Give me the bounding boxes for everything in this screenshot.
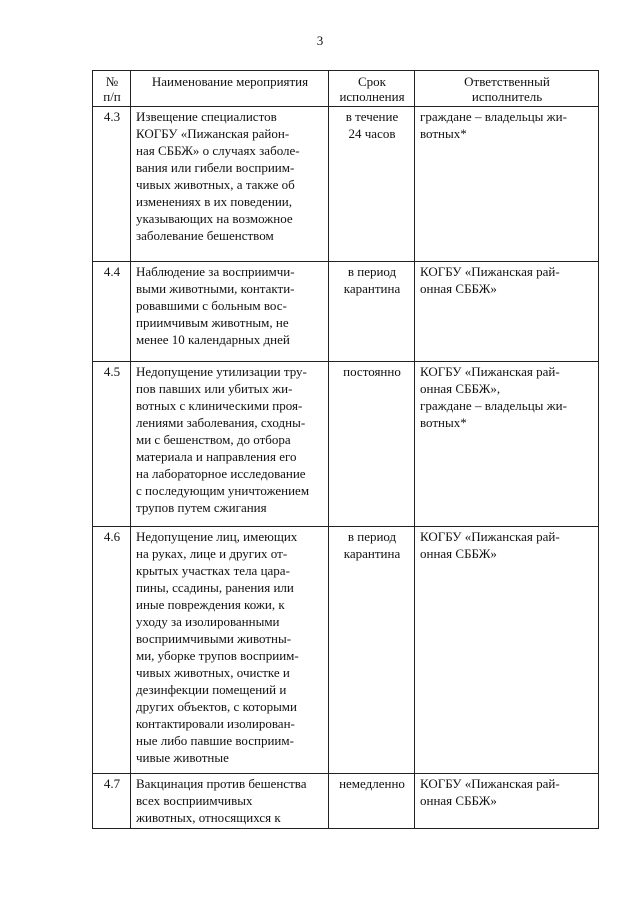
- measure-name-line: вания или гибели восприим-: [136, 160, 295, 175]
- header-measure-name: [131, 71, 329, 107]
- header-number-line: п/п: [103, 89, 121, 104]
- responsible-line: вотных*: [420, 415, 467, 430]
- measure-name-line: КОГБУ «Пижанская район-: [136, 126, 290, 141]
- term-cell: [329, 362, 415, 527]
- row-number: 4.3: [103, 109, 121, 124]
- header-term: [329, 71, 415, 107]
- term-line: немедленно: [339, 776, 405, 791]
- measure-name-line: приимчивым животным, не: [136, 315, 289, 330]
- measure-name-line: вотных с клиническими проя-: [136, 398, 303, 413]
- table-header-row: [93, 71, 599, 107]
- header-responsible-line: Ответственный: [464, 74, 550, 89]
- table-row: [93, 107, 599, 262]
- header-responsible: [415, 71, 599, 107]
- row-number-cell: [93, 774, 131, 829]
- term-line: в течение: [345, 109, 399, 124]
- term-cell: [329, 774, 415, 829]
- responsible-line: вотных*: [420, 126, 467, 141]
- measures-table: [92, 70, 599, 829]
- responsible-cell: [415, 774, 599, 829]
- responsible-line: граждане – владельцы жи-: [420, 398, 567, 413]
- measure-name-line: материала и направления его: [136, 449, 297, 464]
- row-number-cell: [93, 107, 131, 262]
- row-number: 4.4: [103, 264, 121, 279]
- term-cell: [329, 527, 415, 774]
- table-row: [93, 527, 599, 774]
- measure-name-line: Вакцинация против бешенства: [136, 776, 307, 791]
- responsible-line: КОГБУ «Пижанская рай-: [420, 364, 560, 379]
- measure-name-line: ровавшими с больным вос-: [136, 298, 287, 313]
- measure-name-line: с последующим уничтожением: [136, 483, 310, 498]
- measure-name-line: изменениях в их поведении,: [136, 194, 292, 209]
- header-term-line: Срок: [358, 74, 386, 89]
- term-line: в период: [347, 264, 397, 279]
- measure-name-line: ная СББЖ» о случаях заболе-: [136, 143, 300, 158]
- measure-name-line: трупов путем сжигания: [136, 500, 267, 515]
- measure-name-line: чивые животные: [136, 750, 229, 765]
- page-number: 3: [316, 33, 324, 48]
- measure-name-line: заболевание бешенством: [136, 228, 274, 243]
- responsible-cell: [415, 262, 599, 362]
- header-number-line: №: [105, 74, 119, 89]
- measure-name-line: контактировали изолирован-: [136, 716, 295, 731]
- table-row: [93, 774, 599, 829]
- measure-name-cell: [131, 107, 329, 262]
- measure-name-line: ми, уборке трупов восприим-: [136, 648, 299, 663]
- header-term-line: исполнения: [339, 89, 405, 104]
- header-measure-name-text: Наименование мероприятия: [151, 74, 309, 89]
- measure-name-line: чивых животных, очистке и: [136, 665, 290, 680]
- term-line: 24 часов: [348, 126, 396, 141]
- table-row: [93, 262, 599, 362]
- measure-name-line: указывающих на возможное: [136, 211, 293, 226]
- responsible-line: онная СББЖ»: [420, 281, 497, 296]
- row-number: 4.7: [103, 776, 121, 791]
- measure-name-line: на лабораторное исследование: [136, 466, 306, 481]
- row-number-cell: [93, 362, 131, 527]
- term-line: в период: [347, 529, 397, 544]
- measure-name-line: Извещение специалистов: [136, 109, 277, 124]
- measure-name-cell: [131, 362, 329, 527]
- responsible-line: онная СББЖ»,: [420, 381, 501, 396]
- measure-name-line: ные либо павшие восприим-: [136, 733, 294, 748]
- responsible-line: онная СББЖ»: [420, 546, 497, 561]
- measure-name-line: лениями заболевания, сходны-: [136, 415, 306, 430]
- measure-name-line: выми животными, контакти-: [136, 281, 295, 296]
- responsible-line: КОГБУ «Пижанская рай-: [420, 264, 560, 279]
- header-responsible-line: исполнитель: [471, 89, 543, 104]
- measure-name-line: дезинфекции помещений и: [136, 682, 287, 697]
- measure-name-line: чивых животных, а также об: [136, 177, 295, 192]
- measure-name-line: восприимчивыми животны-: [136, 631, 292, 646]
- responsible-line: граждане – владельцы жи-: [420, 109, 567, 124]
- header-number: [93, 71, 131, 107]
- measure-name-line: животных, относящихся к: [136, 810, 281, 825]
- term-line: постоянно: [343, 364, 401, 379]
- responsible-line: КОГБУ «Пижанская рай-: [420, 776, 560, 791]
- measure-name-line: Наблюдение за восприимчи-: [136, 264, 295, 279]
- measure-name-line: иные повреждения кожи, к: [136, 597, 285, 612]
- measure-name-line: менее 10 календарных дней: [136, 332, 290, 347]
- row-number-cell: [93, 262, 131, 362]
- term-cell: [329, 262, 415, 362]
- responsible-cell: [415, 362, 599, 527]
- measure-name-line: всех восприимчивых: [136, 793, 253, 808]
- measure-name-cell: [131, 262, 329, 362]
- term-line: карантина: [343, 546, 401, 561]
- row-number: 4.6: [103, 529, 121, 544]
- responsible-line: онная СББЖ»: [420, 793, 497, 808]
- measure-name-line: Недопущение утилизации тру-: [136, 364, 307, 379]
- row-number: 4.5: [103, 364, 121, 379]
- measure-name-cell: [131, 527, 329, 774]
- table-row: [93, 362, 599, 527]
- measure-name-line: на руках, лице и других от-: [136, 546, 288, 561]
- row-number-cell: [93, 527, 131, 774]
- measure-name-line: ми с бешенством, до отбора: [136, 432, 291, 447]
- measure-name-line: крытых участках тела цара-: [136, 563, 290, 578]
- table-body: [93, 107, 599, 829]
- measure-name-line: других объектов, с которыми: [136, 699, 297, 714]
- responsible-cell: [415, 107, 599, 262]
- responsible-cell: [415, 527, 599, 774]
- responsible-line: КОГБУ «Пижанская рай-: [420, 529, 560, 544]
- term-line: карантина: [343, 281, 401, 296]
- measure-name-line: пины, ссадины, ранения или: [136, 580, 294, 595]
- term-cell: [329, 107, 415, 262]
- measure-name-cell: [131, 774, 329, 829]
- measure-name-line: Недопущение лиц, имеющих: [136, 529, 298, 544]
- measure-name-line: пов павших или убитых жи-: [136, 381, 293, 396]
- measure-name-line: уходу за изолированными: [136, 614, 280, 629]
